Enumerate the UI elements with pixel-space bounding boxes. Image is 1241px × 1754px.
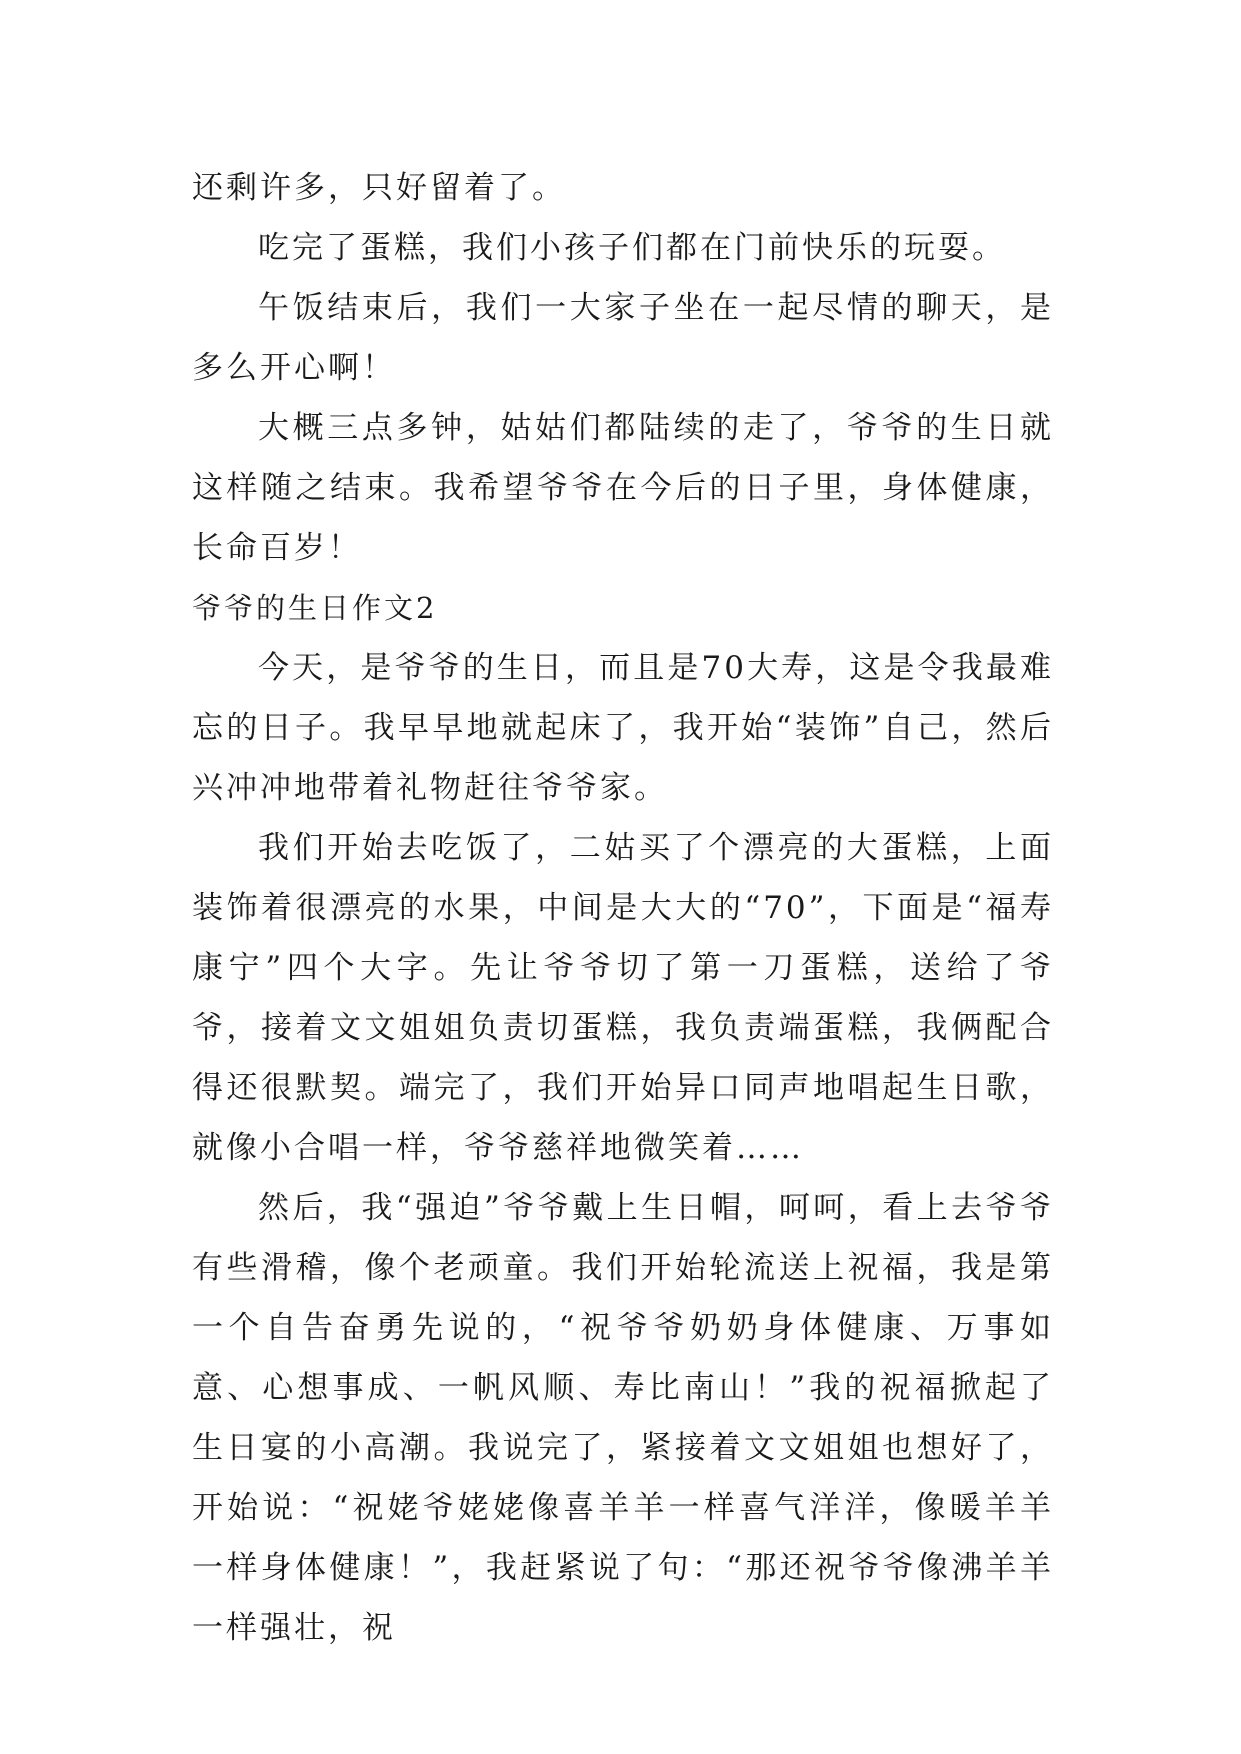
paragraph: 我们开始去吃饭了，二姑买了个漂亮的大蛋糕，上面装饰着很漂亮的水果，中间是大大的“70”，下面是“福寿康宁”四个大字。先让爷爷切了第一刀蛋糕，送给了爷爷，接着文文姐姐负责切蛋糕，我负责端蛋糕，我俩配合得还很默契。端完了，我们开始异口同声地唱起生日歌，就像小合唱一样，爷爷慈祥地微笑着…… xyxy=(192,830,1054,1166)
paragraph: 今天，是爷爷的生日，而且是70大寿，这是令我最难忘的日子。我早早地就起床了，我开始“装饰”自己，然后兴冲冲地带着礼物赶往爷爷家。 xyxy=(192,650,1054,806)
paragraph: 还剩许多，只好留着了。 xyxy=(192,170,566,206)
paragraph: 然后，我“强迫”爷爷戴上生日帽，呵呵，看上去爷爷有些滑稽，像个老顽童。我们开始轮流送上祝福，我是第一个自告奋勇先说的，“祝爷爷奶奶身体健康、万事如意、心想事成、一帆风顺、寿比南山！”我的祝福掀起了生日宴的小高潮。我说完了，紧接着文文姐姐也想好了，开始说：“祝姥爷姥姥像喜羊羊一样喜气洋洋，像暖羊羊一样身体健康！”，我赶紧说了句：“那还祝爷爷像沸羊羊一样强壮，祝 xyxy=(192,1190,1054,1646)
section-heading: 爷爷的生日作文2 xyxy=(192,591,438,625)
paragraph: 大概三点多钟，姑姑们都陆续的走了，爷爷的生日就这样随之结束。我希望爷爷在今后的日子里，身体健康，长命百岁！ xyxy=(192,410,1054,566)
paragraph: 午饭结束后，我们一大家子坐在一起尽情的聊天，是多么开心啊！ xyxy=(192,290,1054,386)
document-page xyxy=(192,158,1054,1658)
paragraph: 吃完了蛋糕，我们小孩子们都在门前快乐的玩耍。 xyxy=(258,230,1006,266)
